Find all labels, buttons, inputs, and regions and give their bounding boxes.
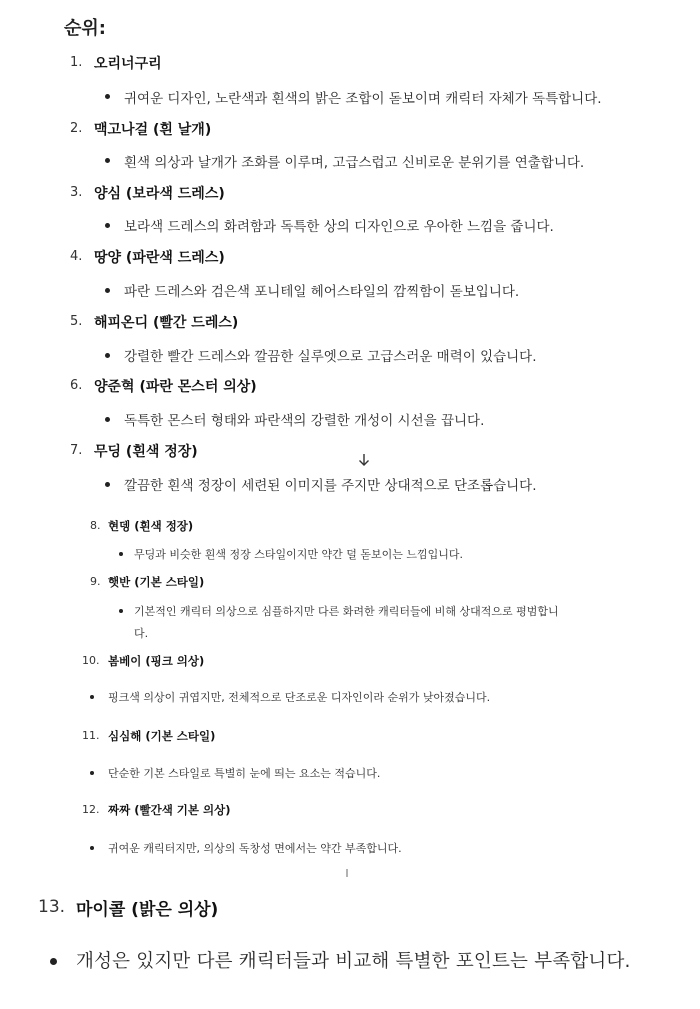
list-number: 7. <box>70 443 83 458</box>
bullet <box>119 609 123 613</box>
list-item-desc: 귀여운 디자인, 노란색과 흰색의 밝은 조합이 돋보이며 캐릭터 자체가 독특합니다. <box>124 91 602 107</box>
list-item-title: 양심 (보라색 드레스) <box>94 186 225 202</box>
list-item-title: 오리너구리 <box>94 56 162 72</box>
list-number: 1. <box>70 55 83 70</box>
list-item-desc: 파란 드레스와 검은색 포니테일 헤어스타일의 깜찍함이 돋보입니다. <box>124 284 520 300</box>
list-number: 12. <box>82 803 100 816</box>
bullet <box>90 695 94 699</box>
bullet <box>105 288 110 293</box>
bullet <box>105 158 110 163</box>
list-number: 5. <box>70 314 83 329</box>
list-item-desc: 깔끔한 흰색 정장이 세련된 이미지를 주지만 상대적으로 단조롭습니다. <box>124 478 537 494</box>
list-item-title: 땅양 (파란색 드레스) <box>94 250 225 266</box>
bullet <box>105 482 110 487</box>
list-number: 8. <box>90 519 101 532</box>
list-item-desc: 기본적인 캐릭터 의상으로 심플하지만 다른 화려한 캐릭터들에 비해 상대적으로 평범합니 <box>134 605 559 618</box>
list-item-title: 현뎅 (흰색 정장) <box>108 519 194 533</box>
list-item-title: 봄베이 (핑크 의상) <box>108 654 205 668</box>
list-item-desc-cont: 다. <box>134 627 149 640</box>
list-item-title: 양준혁 (파란 몬스터 의상) <box>94 379 257 395</box>
bullet <box>105 223 110 228</box>
list-item-title: 무딩 (흰색 정장) <box>94 444 198 460</box>
list-item-desc: 무딩과 비슷한 흰색 정장 스타일이지만 약간 덜 돋보이는 느낌입니다. <box>134 548 463 561</box>
list-number: 3. <box>70 185 83 200</box>
list-item-title: 햇반 (기본 스타일) <box>108 575 205 589</box>
list-number: 11. <box>82 729 100 742</box>
arrow-down-icon[interactable] <box>356 452 372 468</box>
list-number: 13. <box>38 897 66 917</box>
list-number: 10. <box>82 654 100 667</box>
list-item-desc: 흰색 의상과 날개가 조화를 이루며, 고급스럽고 신비로운 분위기를 연출합니다. <box>124 155 585 171</box>
list-item-title: 해피온디 (빨간 드레스) <box>94 315 239 331</box>
bullet <box>105 94 110 99</box>
bullet <box>90 846 94 850</box>
bullet <box>90 771 94 775</box>
list-number: 9. <box>90 575 101 588</box>
bullet <box>50 958 57 965</box>
list-item-title: 맥고나걸 (흰 날개) <box>94 122 212 138</box>
bullet <box>105 417 110 422</box>
list-item-desc: 강렬한 빨간 드레스와 깔끔한 실루엣으로 고급스러운 매력이 있습니다. <box>124 349 537 365</box>
list-item-desc: 귀여운 캐릭터지만, 의상의 독창성 면에서는 약간 부족합니다. <box>108 842 402 855</box>
list-item-desc: 핑크색 의상이 귀엽지만, 전체적으로 단조로운 디자인이라 순위가 낮아졌습니다. <box>108 691 491 704</box>
list-number: 2. <box>70 121 83 136</box>
list-number: 4. <box>70 249 83 264</box>
list-item-desc: 보라색 드레스의 화려함과 독특한 상의 디자인으로 우아한 느낌을 줍니다. <box>124 219 554 235</box>
list-item-title: 마이콜 (밝은 의상) <box>76 900 219 920</box>
list-item-title: 짜짜 (빨간색 기본 의상) <box>108 803 231 817</box>
list-item-title: 심심해 (기본 스타일) <box>108 729 216 743</box>
list-number: 6. <box>70 378 83 393</box>
bullet <box>105 353 110 358</box>
list-item-desc: 독특한 몬스터 형태와 파란색의 강렬한 개성이 시선을 끕니다. <box>124 413 485 429</box>
list-item-desc: 개성은 있지만 다른 캐릭터들과 비교해 특별한 포인트는 부족합니다. <box>76 951 631 972</box>
list-item-desc: 단순한 기본 스타일로 특별히 눈에 띄는 요소는 적습니다. <box>108 767 381 780</box>
arrow-down-icon <box>342 862 352 872</box>
bullet <box>119 552 123 556</box>
page-title: 순위: <box>64 18 106 39</box>
